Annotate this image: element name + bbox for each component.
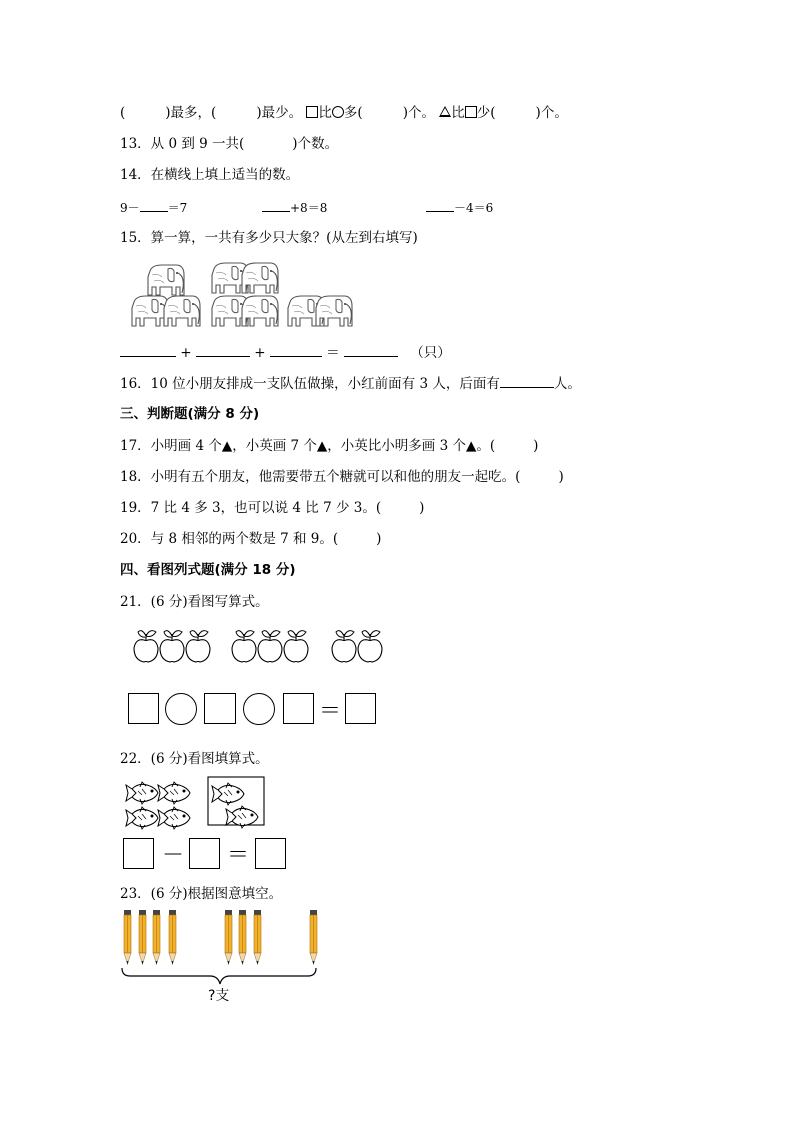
answer-blank[interactable]	[344, 343, 398, 357]
answer-box[interactable]	[255, 838, 286, 869]
answer-box[interactable]	[204, 693, 236, 724]
section-4-heading: 四、看图列式题(满分 18 分)	[120, 562, 296, 578]
q12-tail: ( )最多，( )最少。 比 多( )个。 比 少( )个。	[120, 105, 568, 121]
question-19: 19．7 比 4 多 3，也可以说 4 比 7 少 3。( )	[120, 500, 425, 516]
question-18: 18．小明有五个朋友，他需要带五个糖就可以和他的朋友一起吃。( )	[120, 469, 564, 485]
question-14: 14．在横线上填上适当的数。	[120, 167, 300, 183]
question-20: 20．与 8 相邻的两个数是 7 和 9。( )	[120, 531, 382, 547]
question-23: 23．(6 分)根据图意填空。	[120, 886, 283, 902]
answer-box[interactable]	[283, 693, 314, 724]
question-16: 16．10 位小朋友排成一支队伍做操，小红前面有 3 人，后面有 人。	[120, 376, 581, 392]
answer-box[interactable]	[123, 838, 154, 869]
q15-answer-line: + + ＝ （只）	[120, 343, 451, 362]
answer-blank[interactable]	[120, 343, 176, 357]
question-17: 17．小明画 4 个▲，小英画 7 个▲，小英比小明多画 3 个▲。( )	[120, 438, 539, 454]
question-21: 21．(6 分)看图写算式。	[120, 594, 269, 610]
minus-sign: －	[162, 843, 185, 868]
question-22: 22．(6 分)看图填算式。	[120, 751, 269, 767]
circle-icon	[332, 106, 344, 118]
triangle-icon	[439, 106, 451, 117]
answer-box[interactable]	[345, 693, 376, 724]
answer-blank[interactable]	[500, 374, 554, 388]
answer-blank[interactable]	[262, 198, 290, 212]
operator-circle[interactable]	[243, 693, 275, 725]
equals-sign: ＝	[319, 699, 342, 724]
pencil-illustration	[118, 908, 338, 988]
elephant-illustration	[128, 262, 388, 342]
q14-equation-3: －4＝6	[426, 198, 493, 217]
answer-box[interactable]	[128, 693, 159, 724]
question-15: 15．算一算，一共有多少只大象？(从左到右填写)	[120, 230, 418, 246]
answer-blank[interactable]	[140, 198, 168, 212]
square-icon	[306, 106, 318, 118]
q14-equation-1: 9－ ＝7	[120, 198, 187, 217]
equals-sign: ＝	[227, 843, 250, 868]
question-13: 13．从 0 到 9 一共( )个数。	[120, 136, 339, 152]
answer-blank[interactable]	[270, 343, 322, 357]
q14-equation-2: +8＝8	[262, 198, 327, 217]
section-3-heading: 三、判断题(满分 8 分)	[120, 406, 260, 422]
operator-circle[interactable]	[165, 693, 197, 725]
total-pencils-label: ?支	[208, 988, 230, 1004]
answer-blank[interactable]	[196, 343, 250, 357]
apple-illustration	[130, 628, 390, 668]
fish-illustration	[124, 776, 274, 836]
square-icon	[465, 106, 477, 118]
answer-blank[interactable]	[426, 198, 454, 212]
answer-box[interactable]	[189, 838, 220, 869]
